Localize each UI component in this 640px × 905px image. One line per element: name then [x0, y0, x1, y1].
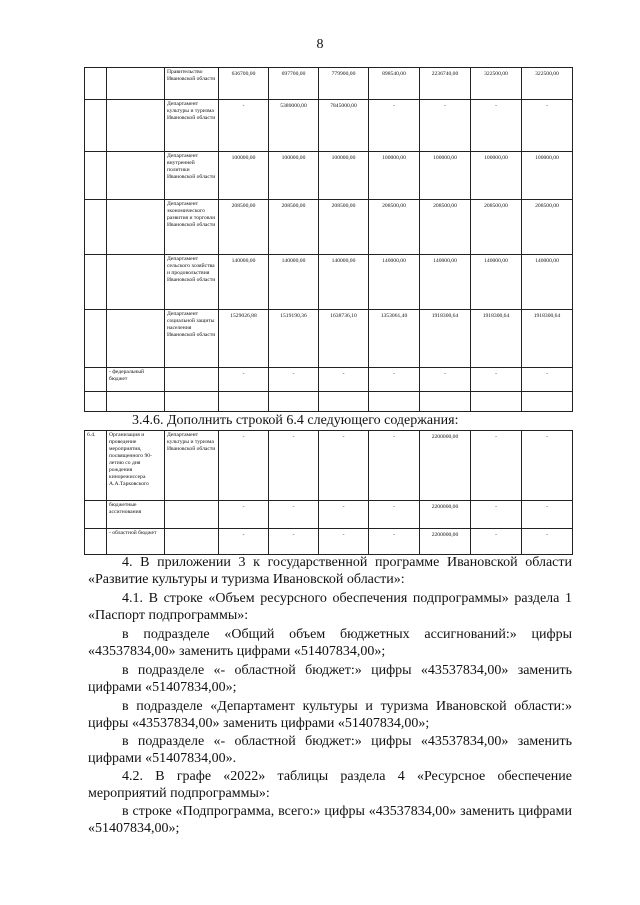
paragraph-item-4: 4. В приложении 3 к государственной программе Ивановской области «Развитие культуры и туризма Ивановской области»: [88, 555, 572, 588]
executor-cell [165, 392, 219, 412]
value-cell: 100000,00 [369, 152, 420, 200]
table-row [85, 310, 573, 368]
paragraph-subsection-regional-budget: в подразделе «- областной бюджет:» цифры «43537834,00» заменить цифрами «51407834,00»; [88, 663, 572, 696]
table-row [85, 200, 573, 255]
paragraph-subsection-regional-budget-2: в подразделе «- областной бюджет:» цифры «43537834,00» заменить цифрами «51407834,00». [88, 734, 572, 767]
value-cell: 1519190,36 [269, 310, 319, 368]
event-name-cell [107, 68, 165, 100]
value-cell: 100000,00 [269, 152, 319, 200]
event-name-cell [107, 152, 165, 200]
value-cell: 1918300,64 [471, 310, 522, 368]
value-cell: - [319, 368, 369, 392]
event-name-cell: - федеральный бюджет [107, 368, 165, 392]
value-cell: 100000,00 [420, 152, 471, 200]
value-cell: 140000,00 [269, 255, 319, 310]
value-cell: - [369, 431, 420, 501]
row-number-cell: 6.4. [85, 431, 107, 501]
table-row [85, 431, 573, 501]
value-cell: 208500,00 [269, 200, 319, 255]
executor-cell: Департамент культуры и туризма Ивановской области [165, 431, 219, 501]
row-number-cell [85, 68, 107, 100]
value-cell: - [471, 501, 522, 529]
value-cell: - [471, 368, 522, 392]
value-cell: 1353061,40 [369, 310, 420, 368]
value-cell: 5380000,00 [269, 100, 319, 152]
value-cell: - [522, 431, 573, 501]
row-number-cell [85, 100, 107, 152]
value-cell: 898540,00 [369, 68, 420, 100]
row-number-cell [85, 200, 107, 255]
caption-row-6-4: 3.4.6. Дополнить строкой 6.4 следующего содержания: [132, 413, 459, 428]
value-cell: - [319, 501, 369, 529]
row-number-cell [85, 529, 107, 555]
value-cell: 140000,00 [219, 255, 269, 310]
event-name-cell: - областной бюджет [107, 529, 165, 555]
value-cell: 2200000,00 [420, 431, 471, 501]
value-cell: 322500,00 [522, 68, 573, 100]
value-cell: 208500,00 [219, 200, 269, 255]
value-cell: 208500,00 [522, 200, 573, 255]
event-name-cell: Организация и проведение мероприятия, посвященного 90-летию со дня рождения кинорежиссера А.А.Тарковского [107, 431, 165, 501]
value-cell: - [522, 529, 573, 555]
value-cell: - [471, 431, 522, 501]
funding-table [84, 67, 573, 412]
value-cell: 636700,00 [219, 68, 269, 100]
event-name-cell [107, 255, 165, 310]
value-cell: - [219, 529, 269, 555]
value-cell [522, 392, 573, 412]
value-cell: 1918300,64 [420, 310, 471, 368]
value-cell: - [369, 368, 420, 392]
value-cell: 322500,00 [471, 68, 522, 100]
event-name-cell [107, 100, 165, 152]
value-cell: - [369, 100, 420, 152]
value-cell: - [369, 529, 420, 555]
paragraph-subprogram-total: в строке «Подпрограмма, всего:» цифры «43537834,00» заменить цифрами «51407834,00»; [88, 804, 572, 837]
value-cell: 140000,00 [471, 255, 522, 310]
value-cell: - [319, 431, 369, 501]
paragraph-subsection-department: в подразделе «Департамент культуры и туризма Ивановской области:» цифры «43537834,00» заменить цифрами «51407834,00»; [88, 699, 572, 732]
value-cell: 208500,00 [369, 200, 420, 255]
value-cell [269, 392, 319, 412]
value-cell: - [269, 501, 319, 529]
value-cell: 208500,00 [319, 200, 369, 255]
table-row [85, 152, 573, 200]
paragraph-item-4-2: 4.2. В графе «2022» таблицы раздела 4 «Ресурсное обеспечение мероприятий подпрограммы»: [88, 769, 572, 802]
added-row-table-body [85, 431, 573, 555]
added-row-table [84, 430, 573, 555]
page-number: 8 [316, 37, 324, 52]
executor-cell: Департамент сельского хозяйства и продовольствия Ивановской области [165, 255, 219, 310]
value-cell [420, 392, 471, 412]
row-number-cell [85, 501, 107, 529]
value-cell: 7845000,00 [319, 100, 369, 152]
value-cell: - [369, 501, 420, 529]
paragraph-item-4-1: 4.1. В строке «Объем ресурсного обеспечения подпрограммы» раздела 1 «Паспорт подпрограммы»: [88, 591, 572, 624]
value-cell: 140000,00 [319, 255, 369, 310]
value-cell: - [219, 431, 269, 501]
row-number-cell [85, 392, 107, 412]
value-cell: 100000,00 [471, 152, 522, 200]
executor-cell: Департамент экономического развития и торговли Ивановской области [165, 200, 219, 255]
value-cell: - [269, 368, 319, 392]
table-row [85, 100, 573, 152]
value-cell [471, 392, 522, 412]
event-name-cell [107, 310, 165, 368]
value-cell: - [269, 431, 319, 501]
value-cell: - [219, 100, 269, 152]
value-cell: 2200000,00 [420, 501, 471, 529]
value-cell: - [269, 529, 319, 555]
value-cell: 100000,00 [219, 152, 269, 200]
value-cell: 100000,00 [319, 152, 369, 200]
value-cell: 697700,00 [269, 68, 319, 100]
executor-cell [165, 501, 219, 529]
executor-cell: Правительство Ивановской области [165, 68, 219, 100]
value-cell: - [219, 368, 269, 392]
row-number-cell [85, 310, 107, 368]
value-cell [319, 392, 369, 412]
value-cell: 1638736,10 [319, 310, 369, 368]
paragraph-subsection-total: в подразделе «Общий объем бюджетных ассигнований:» цифры «43537834,00» заменить цифрами «51407834,00»; [88, 627, 572, 660]
value-cell: - [522, 368, 573, 392]
event-name-cell [107, 200, 165, 255]
executor-cell [165, 529, 219, 555]
row-number-cell [85, 368, 107, 392]
table-row [85, 68, 573, 100]
value-cell: 208500,00 [420, 200, 471, 255]
value-cell: - [319, 529, 369, 555]
value-cell: 140000,00 [522, 255, 573, 310]
value-cell: 2200000,00 [420, 529, 471, 555]
executor-cell: Департамент культуры и туризма Ивановской области [165, 100, 219, 152]
value-cell: 1529026,88 [219, 310, 269, 368]
table-row [85, 501, 573, 529]
table-row [85, 529, 573, 555]
row-number-cell [85, 152, 107, 200]
value-cell [219, 392, 269, 412]
value-cell: - [471, 529, 522, 555]
value-cell: - [471, 100, 522, 152]
executor-cell: Департамент социальной защиты населения Ивановской области [165, 310, 219, 368]
value-cell: 2236740,00 [420, 68, 471, 100]
event-name-cell: бюджетные ассигнования [107, 501, 165, 529]
value-cell: - [219, 501, 269, 529]
executor-cell [165, 368, 219, 392]
value-cell: - [522, 501, 573, 529]
table-row [85, 368, 573, 392]
value-cell: 208500,00 [471, 200, 522, 255]
row-number-cell [85, 255, 107, 310]
value-cell: 779900,00 [319, 68, 369, 100]
value-cell: 140000,00 [420, 255, 471, 310]
table-row [85, 255, 573, 310]
value-cell [369, 392, 420, 412]
value-cell: - [420, 100, 471, 152]
value-cell: 1918300,64 [522, 310, 573, 368]
value-cell: - [420, 368, 471, 392]
value-cell: 100000,00 [522, 152, 573, 200]
table-row [85, 392, 573, 412]
funding-table-body [85, 68, 573, 412]
executor-cell: Департамент внутренней политики Ивановской области [165, 152, 219, 200]
event-name-cell [107, 392, 165, 412]
value-cell: - [522, 100, 573, 152]
value-cell: 140000,00 [369, 255, 420, 310]
